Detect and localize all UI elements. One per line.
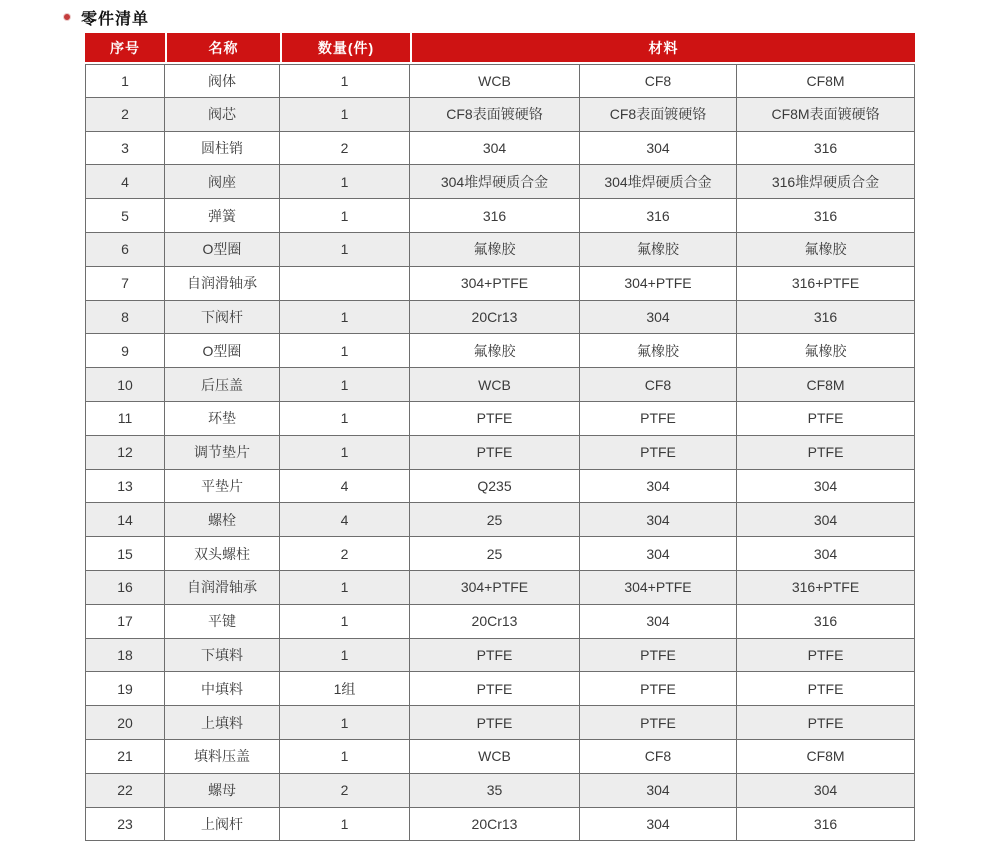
cell-material-3: 304 <box>737 774 915 808</box>
cell-seq: 6 <box>85 233 165 267</box>
cell-material-3: PTFE <box>737 402 915 436</box>
cell-qty: 1 <box>280 301 410 335</box>
cell-material-1: PTFE <box>410 706 580 740</box>
col-header-name: 名称 <box>165 33 280 64</box>
cell-material-1: WCB <box>410 740 580 774</box>
table-row <box>85 368 915 402</box>
cell-qty: 1 <box>280 808 410 842</box>
table-row <box>85 740 915 774</box>
cell-material-3: CF8M <box>737 368 915 402</box>
cell-seq: 23 <box>85 808 165 842</box>
table-row <box>85 233 915 267</box>
cell-seq: 15 <box>85 537 165 571</box>
parts-list-table <box>85 33 915 841</box>
cell-seq: 18 <box>85 639 165 673</box>
table-row <box>85 774 915 808</box>
cell-material-2: 304堆焊硬质合金 <box>580 165 737 199</box>
table-header-row <box>85 33 915 64</box>
table-row <box>85 436 915 470</box>
cell-name: 弹簧 <box>165 199 280 233</box>
cell-name: 双头螺柱 <box>165 537 280 571</box>
cell-qty: 1 <box>280 639 410 673</box>
cell-material-2: CF8表面镀硬铬 <box>580 98 737 132</box>
table-row <box>85 706 915 740</box>
cell-material-1: 25 <box>410 537 580 571</box>
cell-seq: 10 <box>85 368 165 402</box>
cell-material-3: 316 <box>737 605 915 639</box>
cell-seq: 17 <box>85 605 165 639</box>
cell-material-3: PTFE <box>737 639 915 673</box>
cell-material-2: 304 <box>580 774 737 808</box>
cell-material-3: 316 <box>737 132 915 166</box>
table-row <box>85 334 915 368</box>
table-row <box>85 808 915 842</box>
table-row <box>85 402 915 436</box>
cell-material-3: CF8M表面镀硬铬 <box>737 98 915 132</box>
cell-material-2: 304 <box>580 301 737 335</box>
cell-material-3: 氟橡胶 <box>737 334 915 368</box>
cell-material-1: 20Cr13 <box>410 808 580 842</box>
table-row <box>85 470 915 504</box>
cell-material-3: 304 <box>737 537 915 571</box>
cell-material-1: PTFE <box>410 672 580 706</box>
cell-seq: 4 <box>85 165 165 199</box>
cell-qty: 2 <box>280 132 410 166</box>
cell-seq: 22 <box>85 774 165 808</box>
cell-material-1: 25 <box>410 503 580 537</box>
cell-material-3: PTFE <box>737 672 915 706</box>
cell-qty: 1 <box>280 233 410 267</box>
cell-name: O型圈 <box>165 233 280 267</box>
cell-material-1: 316 <box>410 199 580 233</box>
cell-material-2: 304+PTFE <box>580 267 737 301</box>
cell-material-1: PTFE <box>410 402 580 436</box>
cell-material-1: 304+PTFE <box>410 267 580 301</box>
cell-name: 下填料 <box>165 639 280 673</box>
cell-material-1: 20Cr13 <box>410 301 580 335</box>
cell-material-3: 氟橡胶 <box>737 233 915 267</box>
cell-material-2: CF8 <box>580 368 737 402</box>
cell-material-1: 氟橡胶 <box>410 334 580 368</box>
cell-seq: 21 <box>85 740 165 774</box>
cell-material-2: PTFE <box>580 706 737 740</box>
table-row <box>85 571 915 605</box>
cell-material-2: PTFE <box>580 672 737 706</box>
cell-seq: 12 <box>85 436 165 470</box>
table-row <box>85 267 915 301</box>
cell-material-1: PTFE <box>410 639 580 673</box>
cell-material-3: 304 <box>737 503 915 537</box>
cell-material-3: 304 <box>737 470 915 504</box>
cell-seq: 16 <box>85 571 165 605</box>
cell-qty: 2 <box>280 774 410 808</box>
cell-name: 螺栓 <box>165 503 280 537</box>
cell-material-2: CF8 <box>580 740 737 774</box>
cell-material-3: 316 <box>737 808 915 842</box>
cell-qty: 1 <box>280 368 410 402</box>
cell-name: 阀芯 <box>165 98 280 132</box>
cell-material-2: 304 <box>580 537 737 571</box>
cell-material-3: PTFE <box>737 706 915 740</box>
cell-name: 后压盖 <box>165 368 280 402</box>
cell-material-2: CF8 <box>580 64 737 98</box>
cell-name: 下阀杆 <box>165 301 280 335</box>
cell-material-2: 316 <box>580 199 737 233</box>
cell-material-2: PTFE <box>580 436 737 470</box>
cell-qty: 1 <box>280 334 410 368</box>
cell-qty: 1 <box>280 165 410 199</box>
cell-name: 自润滑轴承 <box>165 267 280 301</box>
cell-material-3: PTFE <box>737 436 915 470</box>
cell-qty: 1 <box>280 98 410 132</box>
table-row <box>85 537 915 571</box>
cell-material-2: PTFE <box>580 402 737 436</box>
cell-material-1: 20Cr13 <box>410 605 580 639</box>
cell-name: 圆柱销 <box>165 132 280 166</box>
cell-material-1: 304+PTFE <box>410 571 580 605</box>
cell-seq: 2 <box>85 98 165 132</box>
cell-seq: 11 <box>85 402 165 436</box>
cell-seq: 8 <box>85 301 165 335</box>
cell-qty: 1 <box>280 436 410 470</box>
cell-material-2: 304 <box>580 605 737 639</box>
cell-name: O型圈 <box>165 334 280 368</box>
cell-material-1: 氟橡胶 <box>410 233 580 267</box>
cell-seq: 19 <box>85 672 165 706</box>
col-header-material: 材料 <box>410 33 915 64</box>
col-header-qty: 数量(件) <box>280 33 410 64</box>
cell-material-3: 316+PTFE <box>737 571 915 605</box>
cell-name: 阀座 <box>165 165 280 199</box>
cell-material-3: CF8M <box>737 740 915 774</box>
cell-qty: 4 <box>280 470 410 504</box>
table-row <box>85 64 915 98</box>
cell-qty: 2 <box>280 537 410 571</box>
table-row <box>85 639 915 673</box>
cell-name: 中填料 <box>165 672 280 706</box>
cell-qty: 4 <box>280 503 410 537</box>
cell-qty: 1 <box>280 199 410 233</box>
cell-material-1: PTFE <box>410 436 580 470</box>
table-row <box>85 199 915 233</box>
table-row <box>85 605 915 639</box>
cell-material-2: 304 <box>580 503 737 537</box>
cell-seq: 20 <box>85 706 165 740</box>
cell-seq: 7 <box>85 267 165 301</box>
cell-seq: 13 <box>85 470 165 504</box>
table-row <box>85 98 915 132</box>
cell-seq: 1 <box>85 64 165 98</box>
cell-material-2: 304+PTFE <box>580 571 737 605</box>
cell-material-1: WCB <box>410 64 580 98</box>
cell-seq: 5 <box>85 199 165 233</box>
col-header-seq: 序号 <box>85 33 165 64</box>
cell-material-3: 316 <box>737 199 915 233</box>
cell-qty: 1组 <box>280 672 410 706</box>
table-row <box>85 132 915 166</box>
cell-name: 填料压盖 <box>165 740 280 774</box>
cell-name: 上阀杆 <box>165 808 280 842</box>
cell-name: 环垫 <box>165 402 280 436</box>
cell-material-1: Q235 <box>410 470 580 504</box>
cell-material-3: 316 <box>737 301 915 335</box>
cell-material-1: 35 <box>410 774 580 808</box>
cell-material-1: WCB <box>410 368 580 402</box>
cell-name: 平垫片 <box>165 470 280 504</box>
table-row <box>85 301 915 335</box>
section-header <box>0 0 1000 26</box>
cell-name: 调节垫片 <box>165 436 280 470</box>
cell-name: 自润滑轴承 <box>165 571 280 605</box>
cell-qty: 1 <box>280 571 410 605</box>
cell-material-2: 304 <box>580 132 737 166</box>
cell-material-1: CF8表面镀硬铬 <box>410 98 580 132</box>
cell-qty: 1 <box>280 605 410 639</box>
table-row <box>85 503 915 537</box>
cell-material-2: PTFE <box>580 639 737 673</box>
cell-qty <box>280 267 410 301</box>
cell-name: 螺母 <box>165 774 280 808</box>
cell-material-2: 氟橡胶 <box>580 233 737 267</box>
cell-name: 上填料 <box>165 706 280 740</box>
cell-material-2: 304 <box>580 470 737 504</box>
cell-material-2: 氟橡胶 <box>580 334 737 368</box>
cell-material-3: CF8M <box>737 64 915 98</box>
section-title: 零件清单 <box>81 10 150 28</box>
cell-name: 平键 <box>165 605 280 639</box>
cell-material-3: 316+PTFE <box>737 267 915 301</box>
cell-name: 阀体 <box>165 64 280 98</box>
table-row <box>85 165 915 199</box>
cell-qty: 1 <box>280 740 410 774</box>
cell-qty: 1 <box>280 402 410 436</box>
cell-seq: 9 <box>85 334 165 368</box>
cell-seq: 14 <box>85 503 165 537</box>
cell-material-1: 304 <box>410 132 580 166</box>
cell-material-1: 304堆焊硬质合金 <box>410 165 580 199</box>
cell-seq: 3 <box>85 132 165 166</box>
table-row <box>85 672 915 706</box>
cell-material-2: 304 <box>580 808 737 842</box>
cell-qty: 1 <box>280 706 410 740</box>
cell-material-3: 316堆焊硬质合金 <box>737 165 915 199</box>
cell-qty: 1 <box>280 64 410 98</box>
ring-bullet-icon <box>64 14 70 20</box>
